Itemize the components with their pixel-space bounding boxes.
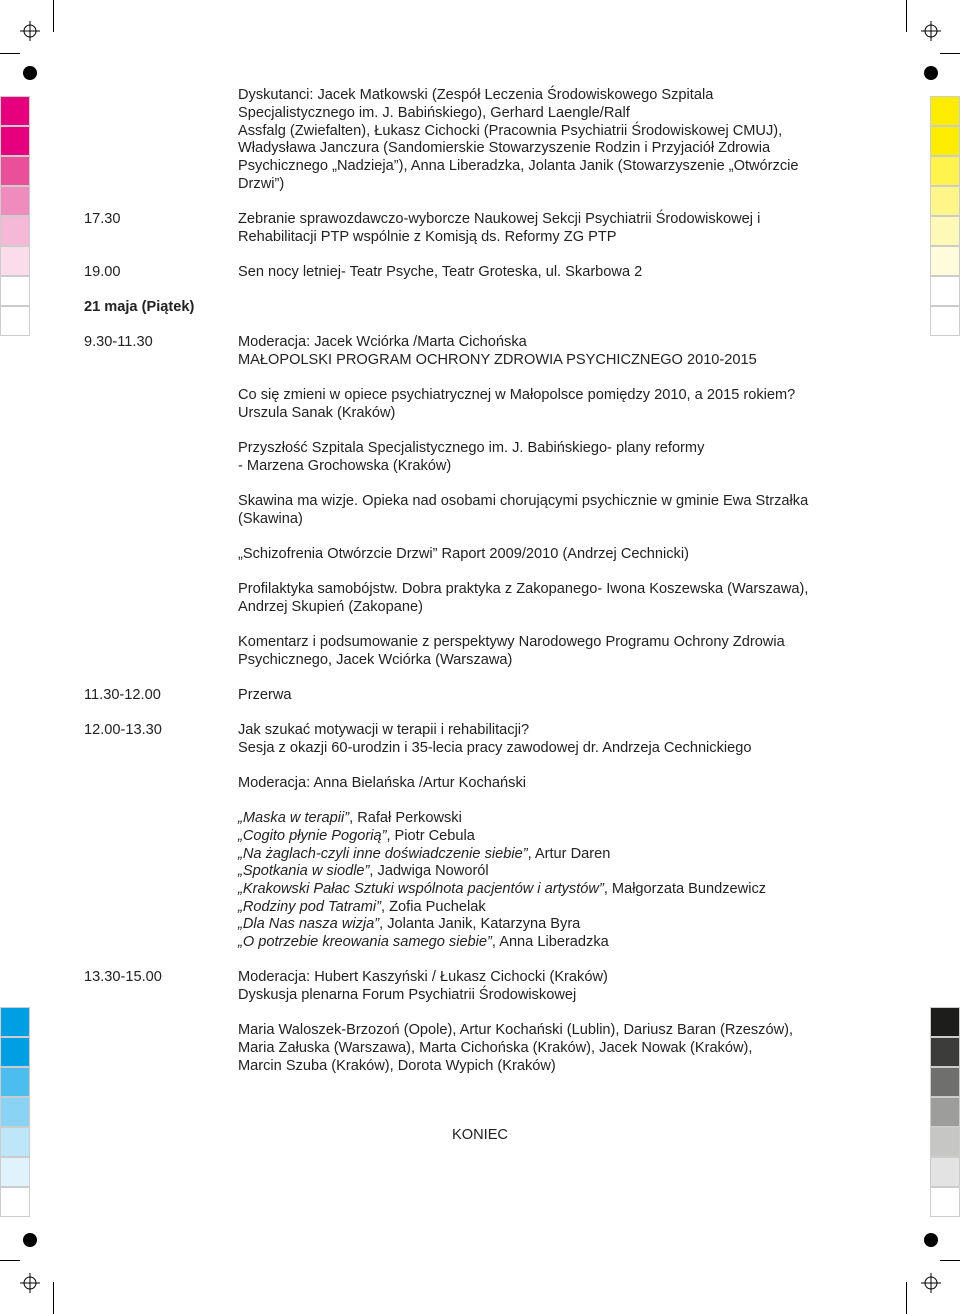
time-slot: 19.00	[84, 264, 121, 280]
time-slot: 13.30-15.00	[84, 969, 162, 985]
talk-title: „O potrzebie kreowania samego siebie”	[238, 934, 492, 950]
talk-line	[238, 881, 766, 899]
text-line: MAŁOPOLSKI PROGRAM OCHRONY ZDROWIA PSYCHICZNEGO 2010-2015	[238, 352, 757, 368]
talk-speaker: , Anna Liberadzka	[491, 934, 609, 950]
text-line: Dyskutanci: Jacek Matkowski (Zespół Leczenia Środowiskowego Szpitala	[238, 87, 714, 103]
talk-speaker: , Małgorzata Bundzewicz	[603, 881, 767, 897]
text-line: Specjalistycznego im. J. Babińskiego), Gerhard Laengle/Ralf	[238, 105, 630, 121]
text-line: Skawina ma wizje. Opieka nad osobami chorującymi psychicznie w gminie Ewa Strzałka	[238, 493, 809, 509]
color-swatch	[0, 246, 30, 276]
text-line: Andrzej Skupień (Zakopane)	[238, 599, 423, 615]
registration-dot-icon	[924, 1233, 938, 1247]
color-swatch	[0, 1187, 30, 1217]
crop-mark	[53, 1282, 54, 1314]
text-line: Sen nocy letniej- Teatr Psyche, Teatr Groteska, ul. Skarbowa 2	[238, 264, 643, 280]
talk-line	[238, 899, 486, 917]
talk-line	[238, 810, 462, 828]
color-swatch	[0, 1007, 30, 1037]
text-line: Przyszłość Szpitala Specjalistycznego im. J. Babińskiego- plany reformy	[238, 440, 705, 456]
registration-target-icon	[20, 21, 40, 41]
talk-speaker: , Zofia Puchelak	[381, 899, 486, 915]
color-swatch	[0, 1037, 30, 1067]
crop-mark	[0, 1260, 20, 1261]
text-line: Moderacja: Anna Bielańska /Artur Kochański	[238, 775, 526, 791]
text-line: „Schizofrenia Otwórzcie Drzwi” Raport 2009/2010 (Andrzej Cechnicki)	[238, 546, 689, 562]
talk-title: „Maska w terapii”	[238, 810, 350, 826]
talk-line	[238, 916, 580, 934]
crop-mark	[53, 0, 54, 32]
talk-speaker: , Rafał Perkowski	[349, 810, 462, 826]
color-swatch	[0, 1067, 30, 1097]
color-swatch	[930, 186, 960, 216]
talk-speaker: , Artur Daren	[527, 846, 611, 862]
talk-speaker: , Piotr Cebula	[386, 828, 475, 844]
talk-title: „Rodziny pod Tatrami”	[238, 899, 382, 915]
color-swatch	[0, 306, 30, 336]
time-slot: 11.30-12.00	[84, 687, 161, 703]
color-swatch	[930, 1097, 960, 1127]
talk-title: „Spotkania w siodle”	[238, 863, 370, 879]
crop-mark	[0, 53, 20, 54]
registration-target-icon	[921, 21, 941, 41]
text-line: Dyskusja plenarna Forum Psychiatrii Środowiskowej	[238, 987, 577, 1003]
talk-title: „Dla Nas nasza wizja”	[238, 916, 380, 932]
text-line: Moderacja: Hubert Kaszyński / Łukasz Cichocki (Kraków)	[238, 969, 608, 985]
time-slot: 12.00-13.30	[84, 722, 162, 738]
text-line: Jak szukać motywacji w terapii i rehabilitacji?	[238, 722, 530, 738]
crop-mark	[940, 1260, 960, 1261]
talk-title: „Cogito płynie Pogorią”	[238, 828, 387, 844]
color-swatch	[930, 216, 960, 246]
text-line: Komentarz i podsumowanie z perspektywy Narodowego Programu Ochrony Zdrowia	[238, 634, 785, 650]
talk-speaker: , Jolanta Janik, Katarzyna Byra	[379, 916, 581, 932]
text-line: Drzwi”)	[238, 176, 285, 192]
time-slot: 17.30	[84, 211, 121, 227]
talk-speaker: , Jadwiga Noworól	[369, 863, 489, 879]
registration-dot-icon	[23, 66, 37, 80]
color-swatch	[0, 216, 30, 246]
crop-mark	[906, 0, 907, 32]
color-swatch	[930, 1067, 960, 1097]
text-line: Profilaktyka samobójstw. Dobra praktyka z Zakopanego- Iwona Koszewska (Warszawa),	[238, 581, 809, 597]
text-line: Psychicznego, Jacek Wciórka (Warszawa)	[238, 652, 513, 668]
text-line: Urszula Sanak (Kraków)	[238, 405, 396, 421]
text-line: Maria Waloszek-Brzozoń (Opole), Artur Kochański (Lublin), Dariusz Baran (Rzeszów),	[238, 1022, 794, 1038]
text-line: Przerwa	[238, 687, 292, 703]
crop-mark	[940, 53, 960, 54]
color-swatch	[0, 126, 30, 156]
end-label: KONIEC	[452, 1127, 508, 1143]
color-swatch	[0, 276, 30, 306]
text-line: Zebranie sprawozdawczo-wyborcze Naukowej Sekcji Psychiatrii Środowiskowej i	[238, 211, 761, 227]
color-swatch	[930, 306, 960, 336]
color-swatch	[930, 276, 960, 306]
color-swatch	[0, 156, 30, 186]
text-line: Maria Załuska (Warszawa), Marta Cichońska (Kraków), Jacek Nowak (Kraków),	[238, 1040, 753, 1056]
time-slot: 9.30-11.30	[84, 334, 153, 350]
registration-dot-icon	[924, 66, 938, 80]
color-swatch	[930, 1187, 960, 1217]
color-swatch	[930, 1037, 960, 1067]
registration-target-icon	[20, 1273, 40, 1293]
text-line: Moderacja: Jacek Wciórka /Marta Cichońska	[238, 334, 527, 350]
talk-line	[238, 934, 609, 952]
talk-line	[238, 828, 475, 846]
color-swatch	[930, 1007, 960, 1037]
text-line: Psychicznego „Nadzieja”), Anna Liberadzka, Jolanta Janik (Stowarzyszenie „Otwórzcie	[238, 158, 799, 174]
text-line: Co się zmieni w opiece psychiatrycznej w Małopolsce pomiędzy 2010, a 2015 rokiem?	[238, 387, 796, 403]
color-swatch	[0, 1157, 30, 1187]
registration-dot-icon	[23, 1233, 37, 1247]
talk-title: „Krakowski Pałac Sztuki wspólnota pacjentów i artystów”	[238, 881, 604, 897]
day-heading: 21 maja (Piątek)	[84, 299, 195, 315]
color-swatch	[930, 246, 960, 276]
color-swatch	[0, 96, 30, 126]
color-swatch	[0, 1097, 30, 1127]
text-line: (Skawina)	[238, 511, 303, 527]
talk-title: „Na żaglach-czyli inne doświadczenie siebie”	[238, 846, 528, 862]
color-swatch	[930, 1157, 960, 1187]
text-line: Władysława Janczura (Sandomierskie Stowarzyszenie Rodzin i Przyjaciół Zdrowia	[238, 140, 771, 156]
color-swatch	[0, 186, 30, 216]
color-swatch	[930, 126, 960, 156]
color-swatch	[930, 96, 960, 126]
text-line: Sesja z okazji 60-urodzin i 35-lecia pracy zawodowej dr. Andrzeja Cechnickiego	[238, 740, 752, 756]
registration-target-icon	[921, 1273, 941, 1293]
color-swatch	[930, 156, 960, 186]
talk-line	[238, 846, 610, 864]
text-line: Rehabilitacji PTP wspólnie z Komisją ds. Reformy ZG PTP	[238, 229, 617, 245]
text-line: Marcin Szuba (Kraków), Dorota Wypich (Kraków)	[238, 1058, 556, 1074]
text-line: Assfalg (Zwiefalten), Łukasz Cichocki (Pracownia Psychiatrii Środowiskowej CMUJ),	[238, 123, 783, 139]
crop-mark	[906, 1282, 907, 1314]
text-line: - Marzena Grochowska (Kraków)	[238, 458, 452, 474]
talk-line	[238, 863, 489, 881]
